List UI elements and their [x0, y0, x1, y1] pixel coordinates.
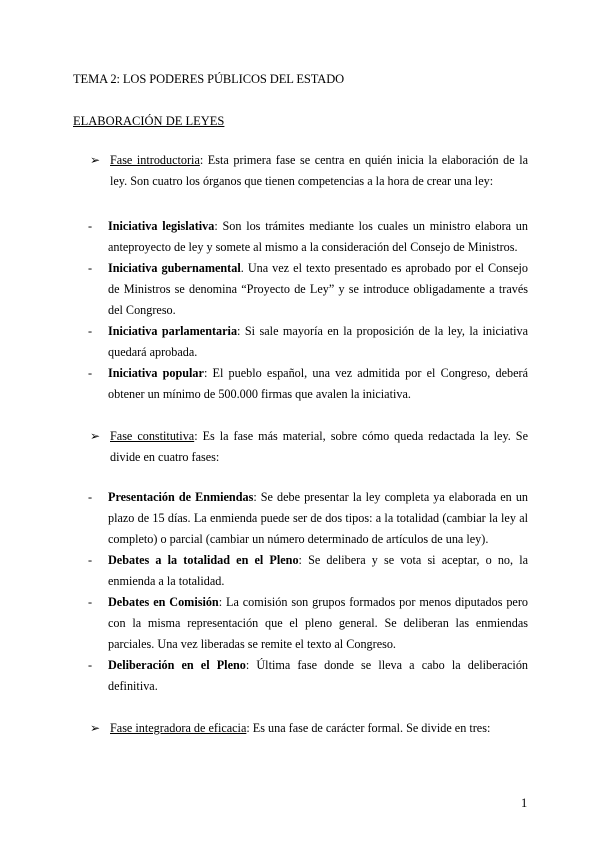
dash-bullet: - [88, 553, 93, 567]
list-text: : La comisión son grupos formados por menos diputados pero con la misma representación que el pleno general. Se deliberan las enmiendas parciales. Una vez liberadas se remite el texto al Congreso. [108, 595, 528, 651]
list-item [88, 592, 528, 655]
list-item [88, 550, 528, 592]
list-term: Iniciativa gubernamental [108, 261, 241, 275]
page-number: 1 [521, 796, 528, 810]
list-text: : Son los trámites mediante los cuales un ministro elabora un anteproyecto de ley y somete al mismo a la consideración del Consejo de Ministros. [108, 219, 528, 254]
list-text: : El pueblo español, una vez admitida por el Congreso, deberá obtener un mínimo de 500.000 firmas que avalen la iniciativa. [108, 366, 528, 401]
list-text: : Última fase donde se lleva a cabo la deliberación definitiva. [108, 658, 529, 693]
phase-item [90, 150, 528, 192]
dash-bullet: - [88, 658, 93, 672]
phase-label: Fase integradora de eficacia [110, 721, 247, 735]
dash-bullet: - [88, 595, 93, 609]
list-text: : Se debe presentar la ley completa ya elaborada en un plazo de 15 días. La enmienda puede ser de dos tipos: a la totalidad (cambiar la ley al completo) o parcial (cambiar un número determinado de artículos de una ley). [108, 490, 529, 546]
list-term: Presentación de Enmiendas [108, 490, 254, 504]
list-term: Debates en Comisión [108, 595, 219, 609]
list-text: : Se delibera y se vota si aceptar, o no, la enmienda a la totalidad. [108, 553, 528, 588]
arrow-bullet-icon: ➢ [90, 153, 101, 167]
phase-label: Fase introductoria [110, 153, 200, 167]
list-item [88, 487, 528, 550]
list-item [88, 321, 528, 363]
list-item [88, 258, 528, 321]
phase-text: : Esta primera fase se centra en quién inicia la elaboración de la ley. Son cuatro los órganos que tienen competencias a la hora de crear una ley: [110, 153, 528, 188]
document-title: TEMA 2: LOS PODERES PÚBLICOS DEL ESTADO [73, 72, 345, 86]
list-item [88, 216, 528, 258]
dash-bullet: - [88, 366, 93, 380]
dash-bullet: - [88, 219, 93, 233]
phase-text: : Es una fase de carácter formal. Se divide en tres: [246, 721, 491, 735]
list-term: Iniciativa parlamentaria [108, 324, 238, 338]
dash-bullet: - [88, 490, 93, 504]
arrow-bullet-icon: ➢ [90, 721, 101, 735]
arrow-bullet-icon: ➢ [90, 429, 101, 443]
phase-text: : Es la fase más material, sobre cómo queda redactada la ley. Se divide en cuatro fases: [110, 429, 528, 464]
list-term: Debates a la totalidad en el Pleno [108, 553, 299, 567]
dash-bullet: - [88, 261, 93, 275]
phase-item [90, 718, 528, 739]
list-term: Iniciativa popular [108, 366, 204, 380]
list-text: . Una vez el texto presentado es aprobado por el Consejo de Ministros se denomina “Proyecto de Ley” y se introduce obligadamente a través del Congreso. [108, 261, 528, 317]
dash-bullet: - [88, 324, 93, 338]
list-term: Deliberación en el Pleno [108, 658, 246, 672]
phase-item [90, 426, 528, 468]
list-text: : Si sale mayoría en la proposición de la ley, la iniciativa quedará aprobada. [108, 324, 529, 359]
list-item [88, 655, 528, 697]
phase-label: Fase constitutiva [110, 429, 195, 443]
list-item [88, 363, 528, 405]
list-term: Iniciativa legislativa [108, 219, 215, 233]
section-heading: ELABORACIÓN DE LEYES [73, 114, 225, 128]
